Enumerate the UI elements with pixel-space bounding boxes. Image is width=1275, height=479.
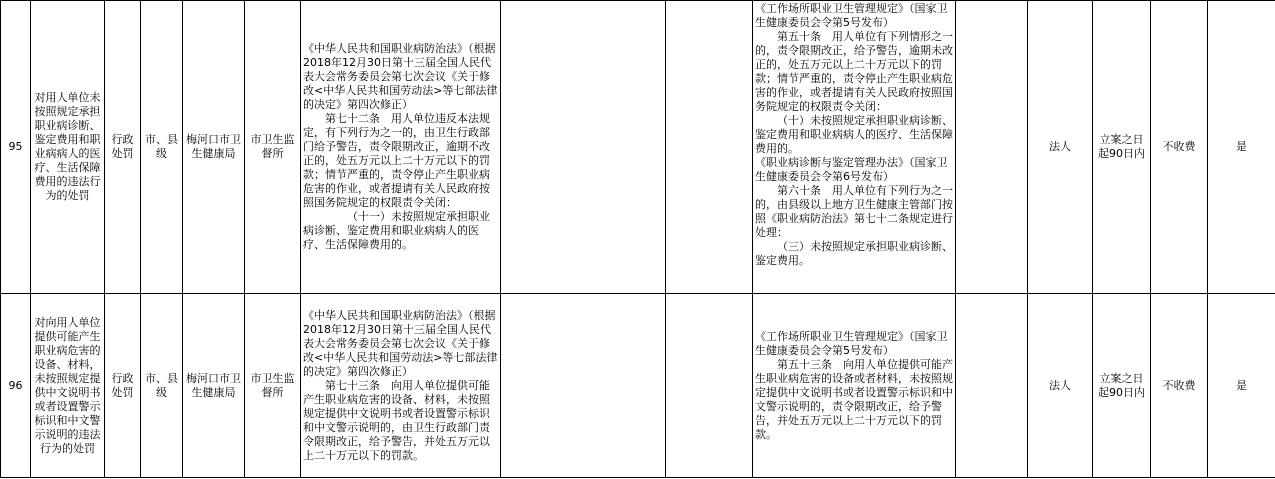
law-article: 第七十二条 用人单位违反本法规定，有下列行为之一的，由卫生行政部门给予警告，责令限期改正，逾期不改正的，处五万元以上二十万元以下的罚款；情节严重的，责令停止产生职业病危害的作业，或者提请有关人民政府按照国务院规定的权限责令关闭：	[303, 112, 490, 209]
law-clause: （十一）未按照规定承担职业病诊断、鉴定费用和职业病病人的医疗、生活保障费用的。	[303, 210, 490, 251]
row-number: 96	[1, 294, 31, 478]
regulation-title: 《工作场所职业卫生管理规定》（国家卫生健康委员会令第5号发布）	[755, 2, 948, 29]
item-name: 对用人单位未按照规定承担职业病诊断、鉴定费用和职业病病人的医疗、生活保障费用的违法行为的处罚	[31, 1, 105, 294]
responsible-department: 梅河口市卫生健康局	[183, 1, 245, 294]
item-category: 行政处罚	[105, 294, 141, 478]
regulation-clause: （三）未按照规定承担职业病诊断、鉴定费用。	[755, 240, 953, 267]
law-title: 《中华人民共和国职业病防治法》（根据2018年12月30日第十三届全国人民代表大会常务委员会第七次会议《关于修改<中华人民共和国劳动法>等七部法律的决定》第四次修正）	[303, 308, 498, 378]
subject-type: 法人	[1028, 1, 1093, 294]
flag: 是	[1208, 294, 1275, 478]
legal-basis	[301, 294, 501, 478]
responsible-department: 梅河口市卫生健康局	[183, 294, 245, 478]
fee: 不收费	[1151, 294, 1208, 478]
time-limit: 立案之日起90日内	[1093, 294, 1151, 478]
empty-cell	[956, 1, 1028, 294]
empty-cell	[666, 294, 753, 478]
table-row	[1, 294, 1275, 478]
item-category: 行政处罚	[105, 1, 141, 294]
item-name: 对向用人单位提供可能产生职业病危害的设备、材料，未按照规定提供中文说明书或者设置警示标识和中文警示说明的违法行为的处罚	[31, 294, 105, 478]
other-legal-basis	[753, 1, 956, 294]
empty-cell	[501, 294, 666, 478]
subject-type: 法人	[1028, 294, 1093, 478]
law-title: 《中华人民共和国职业病防治法》（根据2018年12月30日第十三届全国人民代表大会常务委员会第七次会议《关于修改<中华人民共和国劳动法>等七部法律的决定》第四次修正）	[303, 42, 498, 111]
regulation-title: 《职业病诊断与鉴定管理办法》（国家卫生健康委员会令第6号发布）	[755, 156, 948, 183]
implementing-agency: 市卫生监督所	[245, 1, 301, 294]
fee: 不收费	[1151, 1, 1208, 294]
empty-cell	[956, 294, 1028, 478]
row-number: 95	[1, 1, 31, 294]
other-legal-basis	[753, 294, 956, 478]
time-limit: 立案之日起90日内	[1093, 1, 1151, 294]
empty-cell	[501, 1, 666, 294]
implementing-agency: 市卫生监督所	[245, 294, 301, 478]
regulation-article: 第五十条 用人单位有下列情形之一的，责令限期改正，给予警告，逾期未改正的，处五万元以上二十万元以下的罚款；情节严重的，责令停止产生职业病危害的作业，或者提请有关人民政府按照国务院规定的权限责令关闭：	[755, 30, 953, 113]
law-article: 第七十三条 向用人单位提供可能产生职业病危害的设备、材料，未按照规定提供中文说明书或者设置警示标识和中文警示说明的，由卫生行政部门责令限期改正，给予警告，并处五万元以上二十万元以下的罚款。	[303, 378, 490, 462]
flag: 是	[1208, 1, 1275, 294]
table-row	[1, 1, 1275, 294]
regulation-title: 《工作场所职业卫生管理规定》（国家卫生健康委员会令第5号发布）	[755, 329, 948, 357]
regulation-clause: （十）未按照规定承担职业病诊断、鉴定费用和职业病病人的医疗、生活保障费用的。	[755, 114, 953, 155]
exercise-level: 市、县级	[141, 294, 183, 478]
empty-cell	[666, 1, 753, 294]
exercise-level: 市、县级	[141, 1, 183, 294]
legal-basis	[301, 1, 501, 294]
regulation-article: 第五十三条 向用人单位提供可能产生职业病危害的设备或者材料，未按照规定提供中文说明书或者设置警示标识和中文警示说明的，责令限期改正，给予警告，并处五万元以上二十万元以下的罚款。	[755, 357, 953, 441]
regulation-article: 第六十条 用人单位有下列行为之一的，由县级以上地方卫生健康主管部门按照《职业病防治法》第七十二条规定进行处理：	[755, 184, 953, 239]
